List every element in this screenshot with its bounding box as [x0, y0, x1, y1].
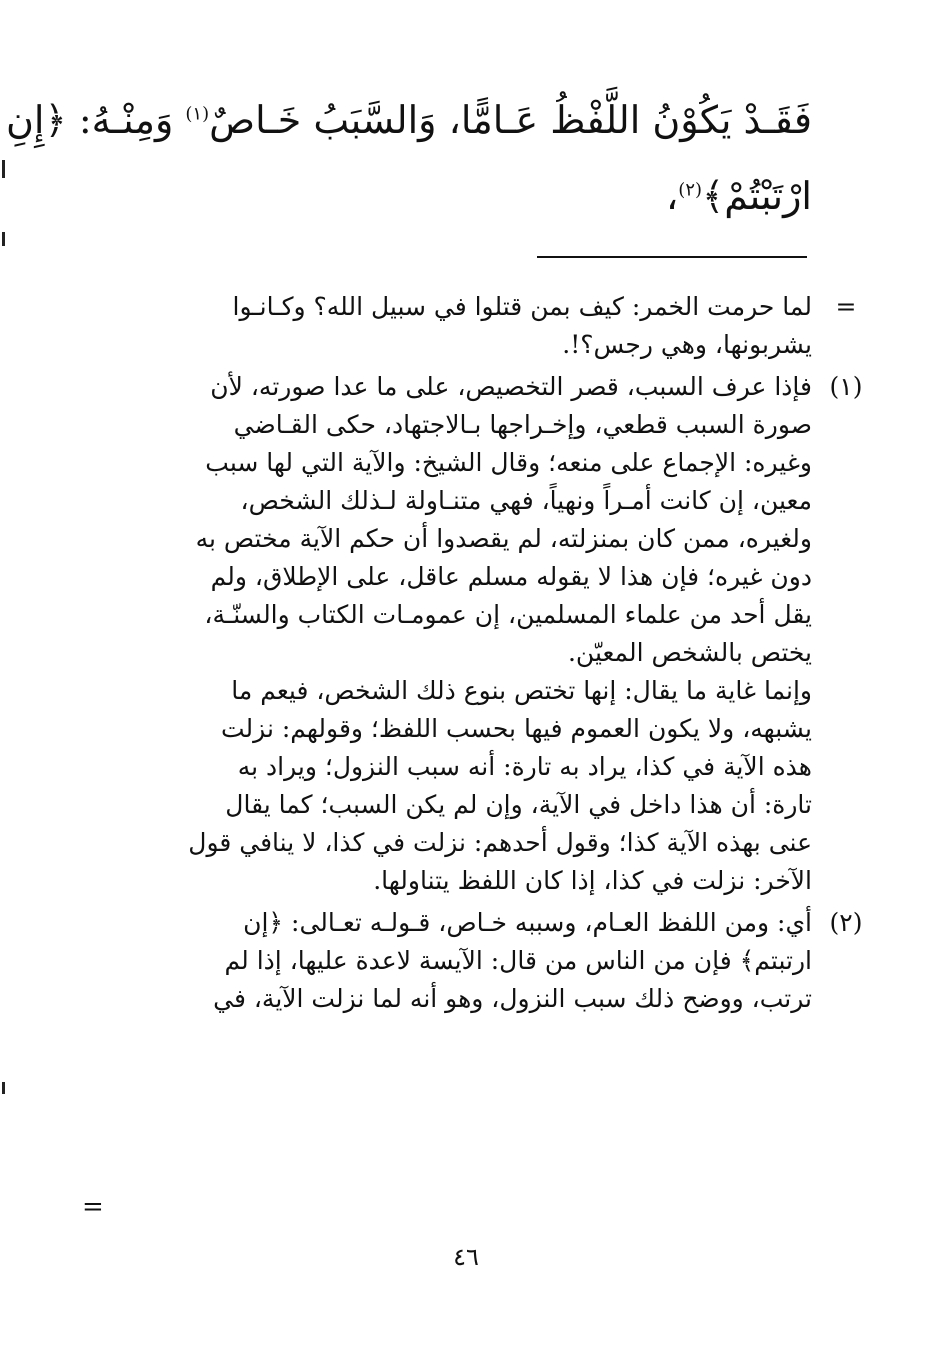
- footnote-number: (١): [829, 372, 863, 401]
- footnote-paragraph: [152, 368, 812, 672]
- footnote-line: تارة: أن هذا داخل في الآية، وإن لم يكن السبب؛ كما يقال: [225, 790, 812, 819]
- main-text: [6, 82, 812, 234]
- footnote-line: يشبهه، ولا يكون العموم فيها بحسب اللفظ؛ وقولهم: نزلت: [220, 714, 812, 743]
- footnote-ref-2: (٢): [678, 179, 703, 201]
- footnote-2: [152, 904, 863, 1018]
- footnote-line: وغيره: الإجماع على منعه؛ وقال الشيخ: والآية التي لها سبب: [205, 448, 812, 477]
- footnote-line: لما حرمت الخمر: كيف بمن قتلوا في سبيل الله؟ وكـانـوا: [232, 292, 812, 321]
- continuation-marker: =: [835, 292, 857, 321]
- main-text-segment: ،: [666, 174, 679, 218]
- main-text-segment: وَمِنْـهُ: ﴿إِنِ: [6, 98, 186, 142]
- footnote-1: [152, 368, 863, 900]
- main-text-line-1: [6, 82, 812, 158]
- main-text-segment: فَقَـدْ يَكُوْنُ اللَّفْظُ عَـامًّا، وَالسَّبَبُ خَـاصٌ: [209, 98, 812, 142]
- scan-edge-mark-mid: [2, 232, 5, 246]
- footnote-line: يختص بالشخص المعيّن.: [567, 638, 812, 667]
- footnote-line: يشربونها، وهي رجس؟!.: [562, 330, 812, 359]
- footnote-line: دون غيره؛ فإن هذا لا يقوله مسلم عاقل، على الإطلاق، ولم: [210, 562, 812, 591]
- footnote-ref-1: (١): [185, 103, 210, 125]
- footnote-line: أي: ومن اللفظ العـام، وسببه خـاص، قـولـه تعـالى: ﴿إن: [243, 908, 812, 937]
- footnote-line: ولغيره، ممن كان بمنزلته، لم يقصدوا أن حكم الآية مختص به: [195, 524, 812, 553]
- footnote-number: (٢): [829, 908, 863, 937]
- footnote-line: وإنما غاية ما يقال: إنها تختص بنوع ذلك الشخص، فيعم ما: [231, 676, 812, 705]
- footnote-paragraph: [152, 672, 812, 900]
- footnote-line: معين، إن كانت أمـراً ونهياً، فهي متنـاولة لـذلك الشخص،: [240, 486, 812, 515]
- footnote-line: ترتب، ووضح ذلك سبب النزول، وهو أنه لما نزلت الآية، في: [213, 984, 812, 1013]
- scan-edge-mark-bottom: [2, 1082, 5, 1094]
- footnote-line: صورة السبب قطعي، وإخـراجها بـالاجتهاد، حكى القـاضي: [233, 410, 812, 439]
- scan-edge-mark-top: [2, 160, 5, 178]
- footnote-line: هذه الآية في كذا، يراد به تارة: أنه سبب النزول؛ ويراد به: [237, 752, 812, 781]
- footnote-line: يقل أحد من علماء المسلمين، إن عمومـات الكتاب والسنّـة،: [204, 600, 812, 629]
- footnotes: [152, 288, 863, 1022]
- quran-quote: ارْتَبْتُمْ﴾: [702, 174, 812, 218]
- page-number: ٤٦: [453, 1243, 479, 1271]
- footnote-continuation: [152, 288, 857, 364]
- footnote-line: عنى بهذه الآية كذا؛ وقول أحدهم: نزلت في كذا، لا ينافي قول: [188, 828, 812, 857]
- footnote-separator: [537, 256, 807, 258]
- footnote-line: ارتبتم﴾ فإن من الناس من قال: الآيسة لاعدة عليها، إذا لم: [224, 946, 812, 975]
- footnote-line: الآخر: نزلت في كذا، إذا كان اللفظ يتناولها.: [373, 866, 812, 895]
- continues-marker: =: [82, 1192, 104, 1222]
- main-text-line-2: [112, 158, 812, 234]
- footnote-line: فإذا عرف السبب، قصر التخصيص، على ما عدا صورته، لأن: [210, 372, 812, 401]
